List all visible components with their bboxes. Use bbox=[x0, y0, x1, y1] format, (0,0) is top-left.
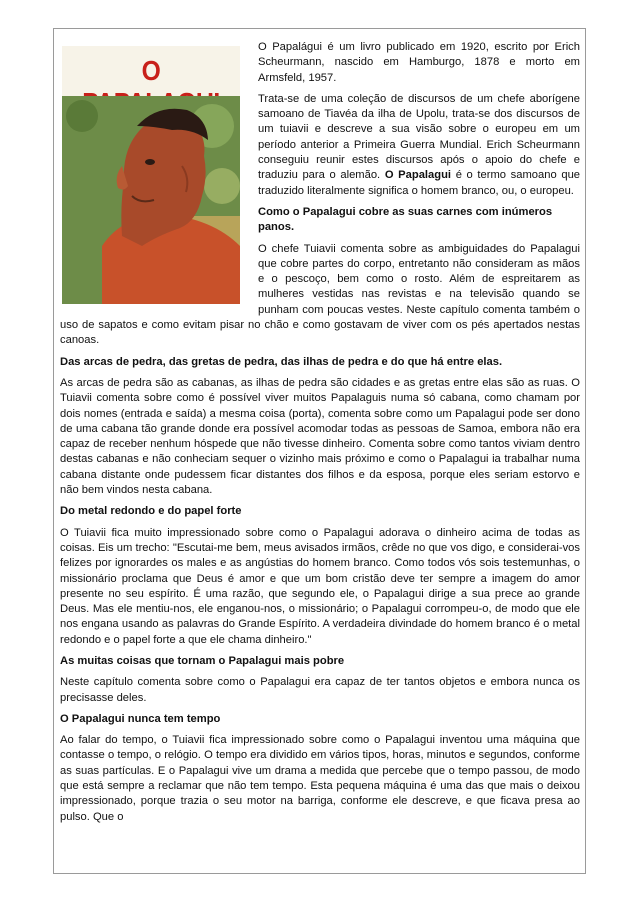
section-paragraph: As arcas de pedra são as cabanas, as ilhas de pedra são cidades e as gretas entre elas são as ruas. O Tuiavii comenta sobre como é possível viver muitos Papalaguis numa só cabana, como chamam por dois nomes (entrada e saída) a mesma coisa (porta), comenta sobre como um Papalagui pode ser dono de uma cabana tão grande donde era possível acomodar todas as pessoas de Samoa, embora não era capaz de receber nenhum hóspede que não tivesse dinheiro. Comenta sobre como tantos viviam dentro destas cabanas e não conheciam sequer o vizinho mais próximo e como o Papalagui ia trabalhar numa cabana distante onde pudessem ficar distantes dos filhos e da esposa, porque eles seriam estorvo e não bem vindos nesta cabana. bbox=[60, 376, 580, 497]
book-cover bbox=[62, 46, 240, 304]
section-heading: Como o Papalagui cobre as suas carnes com inúmeros panos. bbox=[258, 205, 553, 234]
section-heading: O Papalagui nunca tem tempo bbox=[60, 712, 221, 725]
section-paragraph: Neste capítulo comenta sobre como o Papalagui era capaz de ter tantos objetos e embora nunca os precisasse deles. bbox=[60, 676, 580, 704]
section-paragraph: O Tuiavii fica muito impressionado sobre como o Papalagui adorava o dinheiro acima de todas as coisas. Eis um trecho: "Escutai-me bem, meus avisados irmãos, crêde no que vos digo, e considerai-vos felizes por ignorardes os males e as angústias do homem branco. Como todos vós sois testemunhas, o missionário proclama que Deus é amor e que um bom cristão deve ter sempre a imagem do amor presente no seu espírito. É uma razão, que segundo ele, o Papalagui dirige a sua prece ao grande Deus. Mas ele mentiu-nos, ele enganou-nos, o missionário; o Papalagui corrompeu-o, de modo que ele nos engana usando as palavras do Grande Espírito. A verdadeira divindade do homem branco é o metal redondo e o papel forte a que ele chama dinheiro." bbox=[60, 526, 580, 646]
intro-text-a: Trata-se de uma coleção de discursos de um chefe aborígene samoano de Tiavéa da ilha de Upolu, trata-se dos discursos de um tuiavii e descreve a sua visão sobre o europeu em um período anterior a Primeira Guerra Mundial. Erich Scheurmann conseguiu reunir estes discursos após o apoio do chefe e traduziu para o alemão. bbox=[258, 92, 580, 182]
intro-text-b: é o termo samoano que traduzido literalmente significa o homem branco, ou, o europeu. bbox=[258, 169, 581, 197]
intro-paragraph-1: O Papalágui é um livro publicado em 1920, escrito por Erich Scheurmann, nascido em Hamburgo, 1878 e morto em Armsfeld, 1957. bbox=[258, 41, 580, 84]
portrait-illustration bbox=[62, 96, 240, 304]
cover-title: O bbox=[141, 55, 161, 86]
section-heading: Das arcas de pedra, das gretas de pedra, das ilhas de pedra e do que há entre elas. bbox=[60, 355, 503, 368]
section-paragraph: O chefe Tuiavii comenta sobre as ambiguidades do Papalagui que cobre partes do corpo, entretanto não consideram as mãos e o pescoço, bem como o rosto. Além de espreitarem as mulheres vestidas nas revistas e na televisão quando se punham com poucas vestes. Neste capítulo comenta também o uso de sapatos e como evitam pisar no chão e como gostavam de viver com os pés apertados nestas canoas. bbox=[60, 242, 580, 347]
section-heading: Do metal redondo e do papel forte bbox=[60, 505, 242, 518]
section-heading: As muitas coisas que tornam o Papalagui mais pobre bbox=[60, 654, 345, 667]
intro-bold-term: O Papalagui bbox=[384, 169, 452, 182]
document-content bbox=[60, 40, 580, 831]
section-paragraph: Ao falar do tempo, o Tuiavii fica impressionado sobre como o Papalagui inventou uma máquina que contasse o tempo, o relógio. O tempo era dividido em vários tipos, horas, minutos e segundos, conforme as suas partículas. E o Papalagui vive um drama a medida que percebe que o tempo passou, de modo que está sempre a reclamar que não tem tempo. Esta pequena máquina é uma das que mais o deixou impressionado, porque trazia o seu motor na barriga, conforme ele descreve, e que ficava presa ao pulso. Que o bbox=[60, 734, 580, 823]
